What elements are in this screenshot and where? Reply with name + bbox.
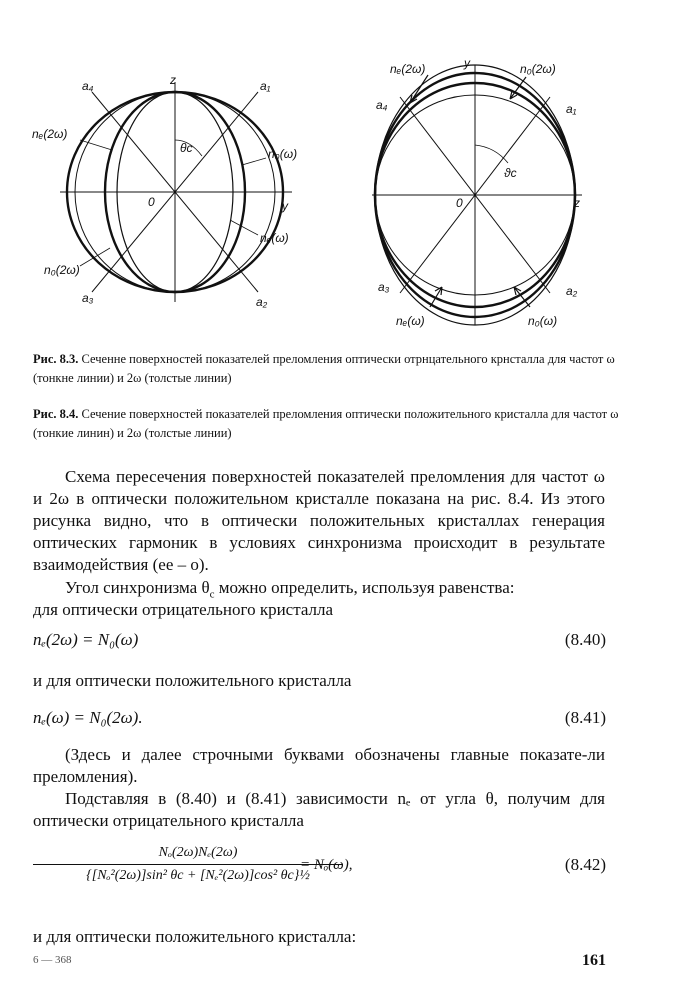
figure-8-3 [30, 70, 330, 330]
label-ne-w: nₑ(ω) [260, 231, 289, 245]
label-n0-w: n₀(ω) [268, 147, 298, 161]
caption-fig-8-4 [33, 405, 633, 443]
label-n0-2w: n₀(2ω) [44, 263, 80, 277]
equation-8-40-number: (8.40) [564, 630, 606, 649]
equation-8-41 [33, 708, 143, 728]
paragraph-2-sub: c [209, 588, 215, 601]
equation-8-42-number: (8.42) [564, 855, 606, 874]
label-n0-2w: n₀(2ω) [520, 62, 556, 76]
paragraph-7: и для оптически положительного кристалла: [33, 927, 357, 946]
label-ne-2w: nₑ(2ω) [390, 62, 426, 76]
label-a2: a₂ [256, 295, 268, 309]
equation-8-41-number: (8.41) [564, 708, 606, 727]
label-z: z [574, 196, 580, 210]
label-theta-c: ϑc [504, 166, 517, 180]
label-theta-c: θc [180, 141, 193, 155]
paragraph-5: (Здесь и далее строчными буквами обозначены главные показате-ли преломления). [33, 745, 605, 786]
label-y: y [464, 56, 470, 70]
label-origin: 0 [456, 196, 463, 210]
paragraph-2-a: Угол синхронизма θ [65, 578, 210, 597]
equation-8-42-rhs [300, 857, 353, 874]
label-a3: a₃ [82, 291, 94, 305]
label-n0-w: n₀(ω) [528, 314, 558, 328]
figure-8-4 [360, 55, 610, 340]
numerator-text: Nₒ(2ω)Nₑ(2ω) [158, 845, 238, 860]
label-a4: a₄ [82, 79, 94, 93]
label-y: y [282, 199, 288, 213]
paragraph-2-b: можно определить, используя равенства: [214, 578, 515, 597]
caption-fig-8-4-text: Сечение поверхностей показателей преломления оптически положительного кристалла для частот ω (тонкие линин) и 2ω (толстые линии) [33, 407, 619, 440]
label-ne-w: nₑ(ω) [396, 314, 425, 328]
label-a4: a₄ [376, 98, 388, 112]
label-a3: a₃ [378, 280, 390, 294]
paragraph-3: для оптически отрицательного кристалла [33, 600, 334, 619]
label-a2: a₂ [566, 284, 578, 298]
caption-fig-8-3-label: Рис. 8.3. [33, 352, 79, 366]
label-origin: 0 [148, 195, 155, 209]
page-number: 161 [582, 952, 606, 969]
signature-mark: 6 — 368 [33, 954, 72, 966]
rhs-text: = Nₒ(ω), [300, 857, 353, 873]
paragraph-4: и для оптически положительного кристалла [33, 671, 352, 690]
equation-8-40 [33, 630, 138, 650]
label-a1: a₁ [260, 79, 271, 93]
caption-fig-8-3 [33, 350, 633, 388]
paragraph-6: Подставляя в (8.40) и (8.41) зависимости nₑ от угла θ, получим для оптически отрицательного кристалла [33, 789, 605, 830]
label-a1: a₁ [566, 102, 577, 116]
label-ne-2w: nₑ(2ω) [32, 127, 68, 141]
denominator-text: {[Nₒ²(2ω)]sin² θc + [Nₑ²(2ω)]cos² θc}½ [86, 868, 310, 883]
equation-8-40-body: nₑ(2ω) = N₀(ω) [33, 630, 139, 649]
caption-fig-8-3-text: Сеченне поверхностей показателей преломления оптически отрнцательного крнсталла для частот ω (тонкне линии) и 2ω (толстые линии) [33, 352, 615, 385]
label-z: z [170, 73, 176, 87]
paragraph-1: Схема пересечения поверхностей показателей преломления для частот ω и 2ω в оптически положительном кристалле показана на рис. 8.4. Из этого рисунка видно, что в оптически положительных кристаллах генерация оптических гармоник в условиях синхронизма происходит в результате взаимодействия (ee – o). [33, 467, 605, 574]
equation-8-41-body: nₑ(ω) = N₀(2ω). [33, 708, 143, 727]
caption-fig-8-4-label: Рис. 8.4. [33, 407, 79, 421]
